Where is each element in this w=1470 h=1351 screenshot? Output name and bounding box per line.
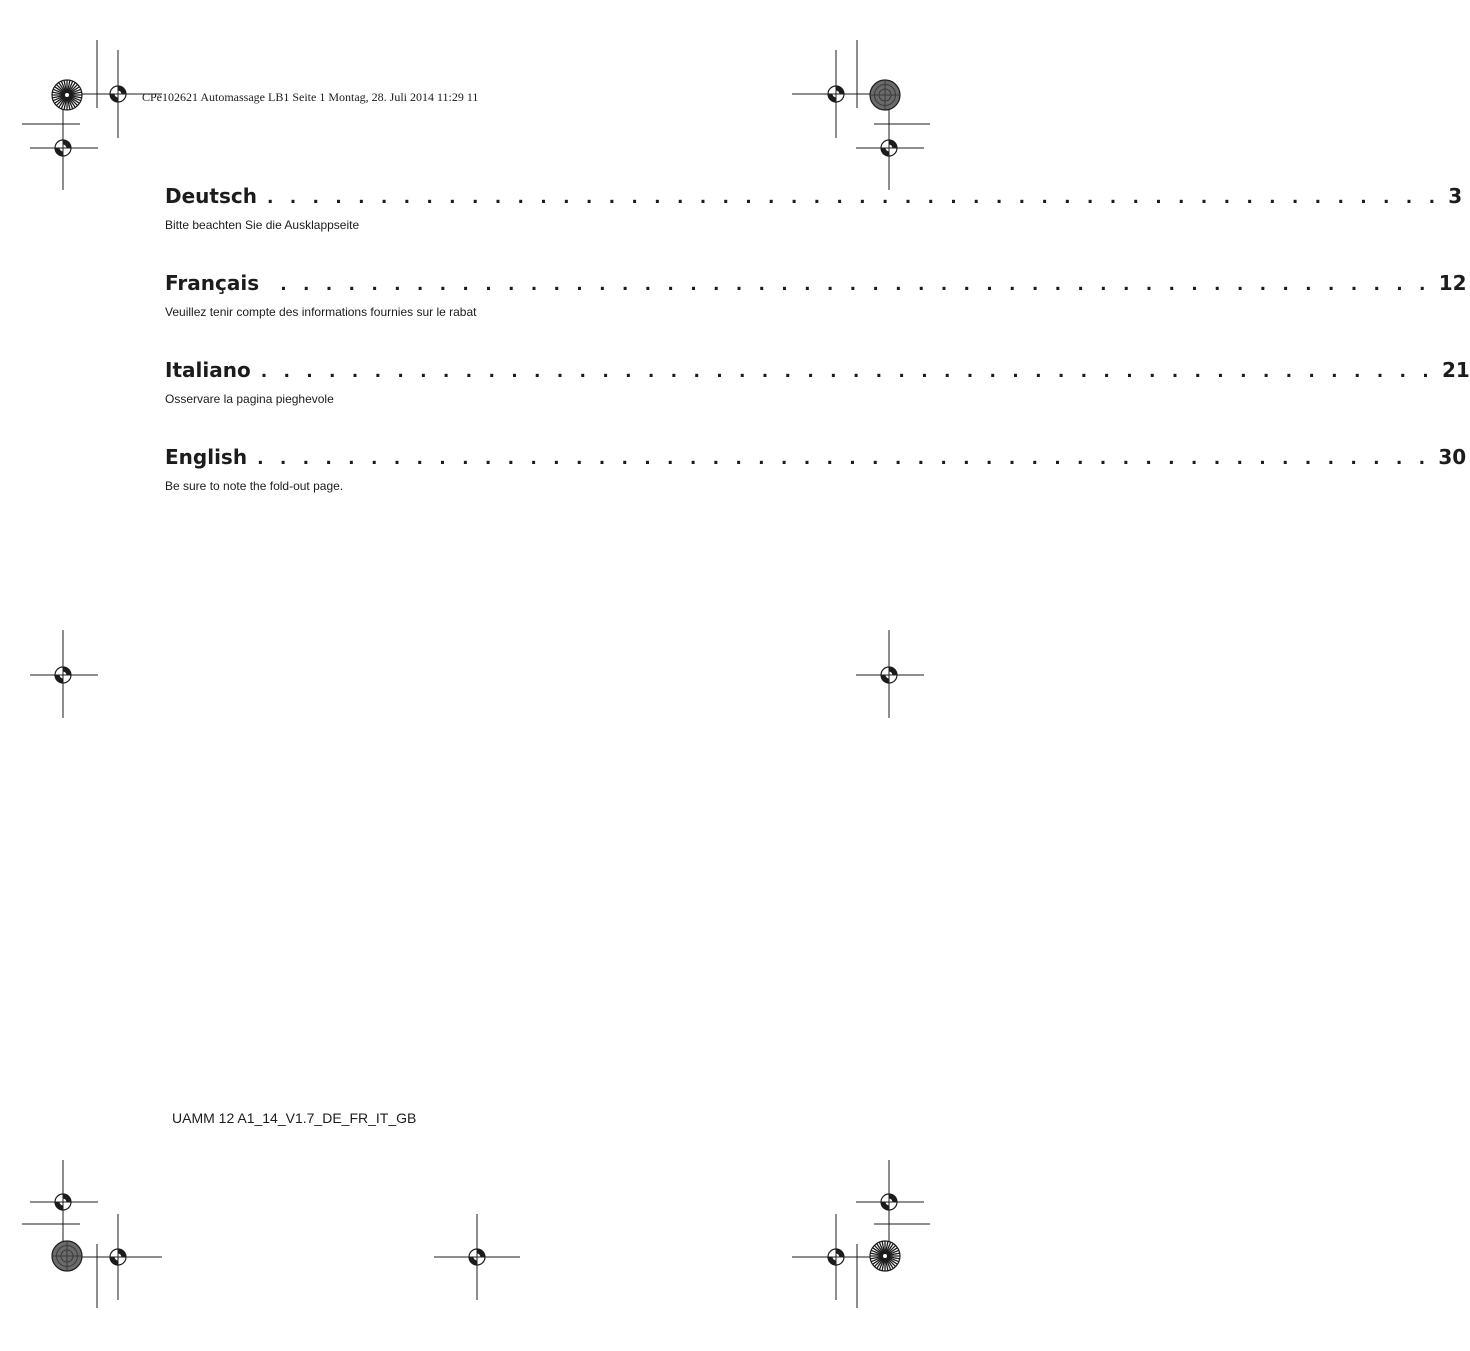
toc-subtitle: Osservare la pagina pieghevole — [165, 392, 334, 406]
toc-entry-deutsch[interactable] — [165, 184, 1463, 271]
toc-leader-dots: . . . . . . . . . . . . . . . . . . . . . . . . . . . . . . . . . . . . . . . . . . . . . . . . . . . — [269, 275, 1431, 295]
toc-entry-english[interactable] — [165, 445, 1467, 532]
toc-page-number: 3 — [1448, 184, 1463, 208]
registration-target-icon — [828, 1249, 844, 1265]
toc-title: Italiano — [165, 358, 251, 382]
toc-page-number: 30 — [1438, 445, 1467, 469]
toc-title: Deutsch — [165, 184, 257, 208]
toc-leader-dots: . . . . . . . . . . . . . . . . . . . . . . . . . . . . . . . . . . . . . . . . . . . . . . . . . . . . — [257, 449, 1431, 469]
registration-target-icon — [881, 667, 897, 683]
toc-heading-line — [165, 445, 1467, 475]
toc-subtitle: Veuillez tenir compte des informations fournies sur le rabat — [165, 305, 477, 319]
registration-target-icon — [881, 140, 897, 156]
toc-heading-line — [165, 184, 1463, 214]
toc-subtitle: Bitte beachten Sie die Ausklappseite — [165, 218, 360, 232]
print-slug-line: CPe102621 Automassage LB1 Seite 1 Montag, 28. Juli 2014 11:29 11 — [142, 90, 479, 104]
registration-target-icon — [55, 1194, 71, 1210]
registration-target-icon — [828, 86, 844, 102]
registration-target-icon — [55, 667, 71, 683]
toc-leader-dots: . . . . . . . . . . . . . . . . . . . . . . . . . . . . . . . . . . . . . . . . . . . . . . . . . . . . — [266, 188, 1441, 208]
registration-target-icon — [110, 86, 126, 102]
color-starburst-icon — [870, 1241, 900, 1271]
gray-patch-icon — [52, 1241, 82, 1271]
registration-target-icon — [469, 1249, 485, 1265]
gray-patch-icon — [870, 80, 900, 110]
toc-entry-francais[interactable] — [165, 271, 1467, 358]
toc-title: English — [165, 445, 248, 469]
table-of-contents — [165, 184, 1470, 532]
toc-subtitle: Be sure to note the fold-out page. — [165, 479, 344, 493]
toc-title: Français — [165, 271, 260, 295]
toc-entry-italiano[interactable] — [165, 358, 1470, 445]
toc-leader-dots: . . . . . . . . . . . . . . . . . . . . . . . . . . . . . . . . . . . . . . . . . . . . . . . . . . . . — [260, 362, 1434, 382]
toc-heading-line — [165, 358, 1470, 388]
toc-page-number: 21 — [1441, 358, 1470, 382]
document-code: UAMM 12 A1_14_V1.7_DE_FR_IT_GB — [172, 1110, 417, 1126]
toc-heading-line — [165, 271, 1467, 301]
toc-page-number: 12 — [1438, 271, 1467, 295]
registration-target-icon — [881, 1194, 897, 1210]
color-starburst-icon — [52, 80, 82, 110]
registration-target-icon — [110, 1249, 126, 1265]
registration-target-icon — [55, 140, 71, 156]
